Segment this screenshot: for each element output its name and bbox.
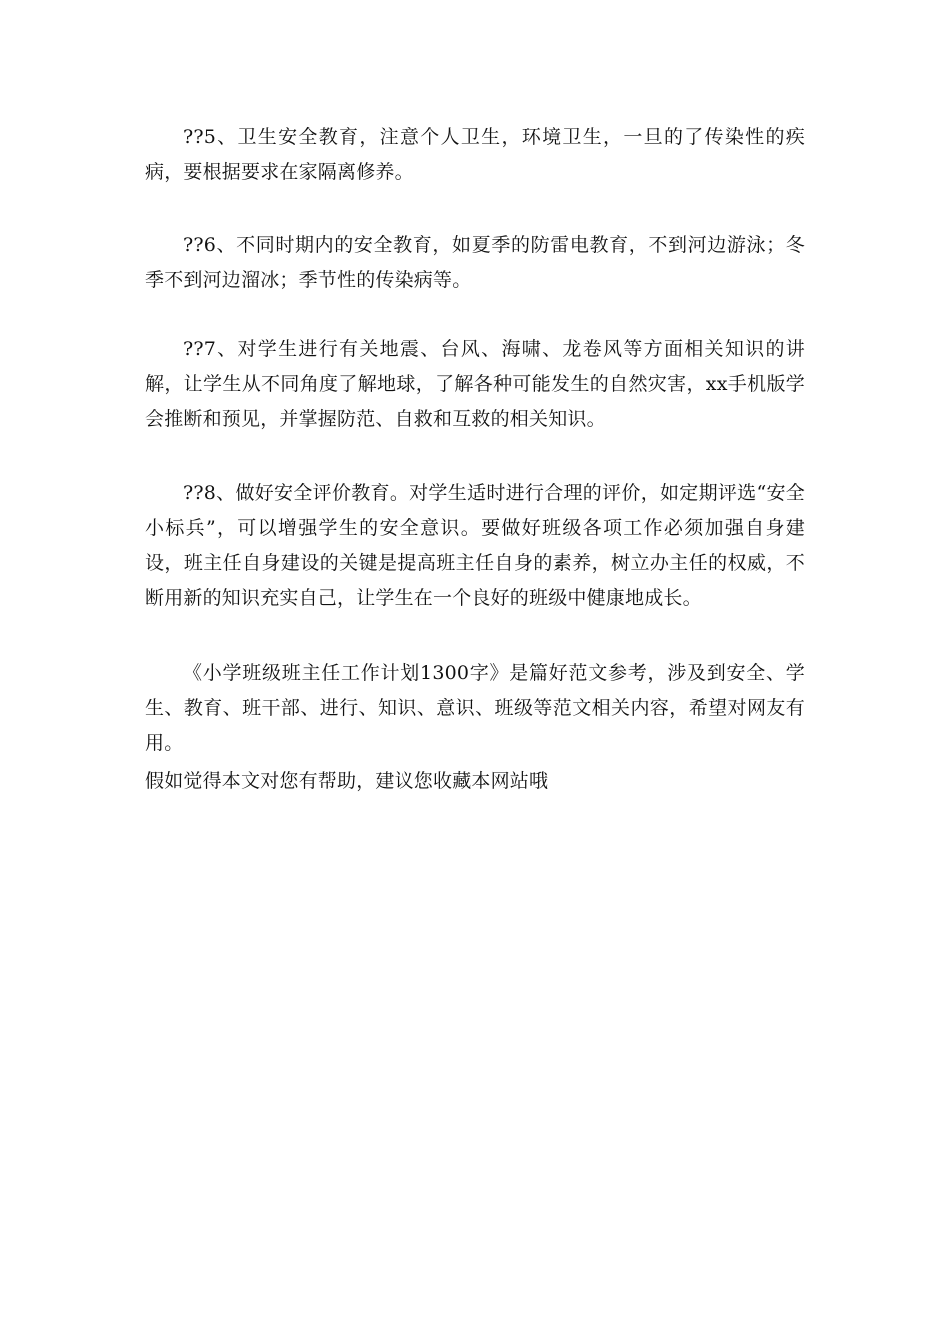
paragraph-item-7: ??7、对学生进行有关地震、台风、海啸、龙卷风等方面相关知识的讲解，让学生从不同角度了解地球，了解各种可能发生的自然灾害，xx手机版学会推断和预见，并掌握防范、自救和互救的相关知识。 [145,338,805,430]
paragraph-item-8: ??8、做好安全评价教育。对学生适时进行合理的评价，如定期评选“安全小标兵”，可以增强学生的安全意识。要做好班级各项工作必须加强自身建设，班主任自身建设的关键是提高班主任自身的素养，树立办主任的权威，不断用新的知识充实自己，让学生在一个良好的班级中健康地成长。 [145,482,805,609]
summary-paragraph: 《小学班级班主任工作计划1300字》是篇好范文参考，涉及到安全、学生、教育、班干部、进行、知识、意识、班级等范文相关内容，希望对网友有用。 [145,662,805,754]
footer-note: 假如觉得本文对您有帮助，建议您收藏本网站哦 [145,770,549,792]
paragraph-item-6: ??6、不同时期内的安全教育，如夏季的防雷电教育，不到河边游泳；冬季不到河边溜冰；季节性的传染病等。 [145,234,805,291]
paragraph-item-5: ??5、卫生安全教育，注意个人卫生，环境卫生，一旦的了传染性的疾病，要根据要求在家隔离修养。 [145,126,805,183]
